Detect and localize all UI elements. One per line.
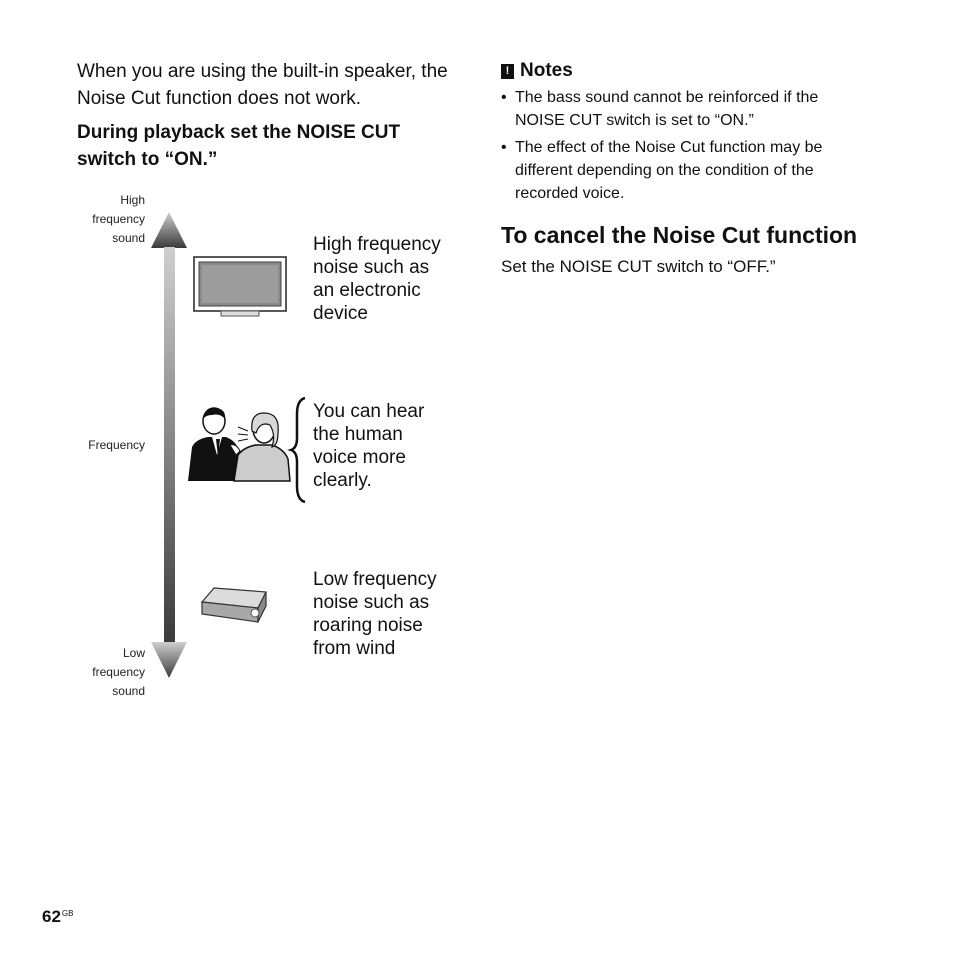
notes-heading: ! Notes <box>501 58 573 84</box>
high-frequency-label: High frequency noise such as an electronic device <box>313 234 441 324</box>
intro-text: When you are using the built-in speaker, the Noise Cut function does not work. <box>77 61 448 109</box>
people-talking-icon <box>186 405 294 483</box>
cancel-section-body: Set the NOISE CUT switch to “OFF.” <box>501 257 776 276</box>
instruction-heading: During playback set the NOISE CUT switch to “ON.” <box>77 122 401 170</box>
low-frequency-label: Low frequency noise such as roaring noise from wind <box>313 569 437 659</box>
note-icon: ! <box>501 64 514 79</box>
note-item: • The effect of the Noise Cut function may be different depending on the condition of the recorded voice. <box>501 139 823 202</box>
curly-brace <box>287 396 309 504</box>
cancel-section-title: To cancel the Noise Cut function <box>501 222 858 248</box>
note-item: • The bass sound cannot be reinforced if the NOISE CUT switch is set to “ON.” <box>501 89 819 129</box>
projector-icon <box>200 586 272 626</box>
human-voice-label: You can hear the human voice more clearly. <box>313 401 425 491</box>
axis-top-label: High frequency sound <box>92 193 145 245</box>
tv-icon <box>193 256 289 322</box>
axis-mid-label: Frequency <box>88 438 145 452</box>
page-number: $62^{GB}$ <box>42 907 74 926</box>
axis-bottom-label: Low frequency sound <box>92 646 145 698</box>
frequency-arrow <box>150 210 190 680</box>
